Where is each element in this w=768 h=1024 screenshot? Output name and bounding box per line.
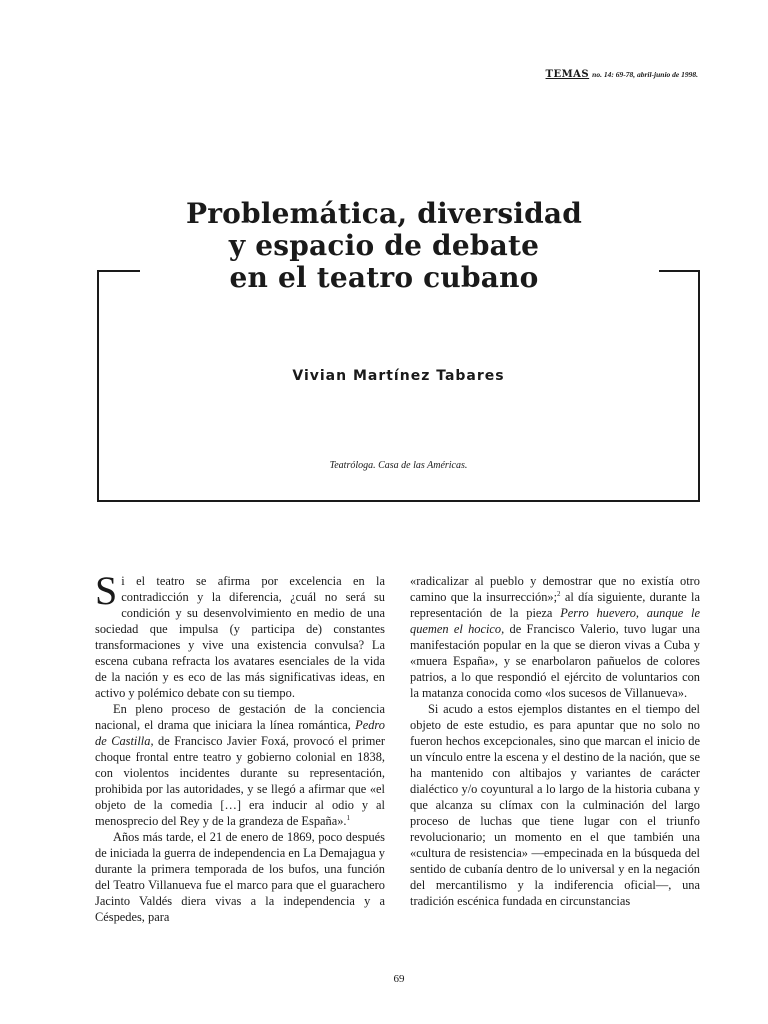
paragraph: Años más tarde, el 21 de enero de 1869, poco después de iniciada la guerra de independencia en La Demajagua y durante la primera temporada de los bufos, una función del Teatro Villanueva fue el marco para que el guarachero Jacinto Valdés diera vivas a la independencia y a Céspedes, para [95, 830, 386, 924]
author-affiliation: Teatróloga. Casa de las Américas. [329, 460, 468, 471]
paragraph-text: de Francisco Javier Foxá, provocó el primer choque frontal entre teatro y gobierno colonial en 1838, con violentos incidentes durante su representación, prohibida por las autoridades, y se llegó a afirmar que «el objeto de la comedia […] era inducir al odio y al menosprecio del Rey y de la grandeza de España». [95, 734, 385, 828]
journal-name: TEMAS [545, 69, 590, 80]
title-line-2: y espacio de debate [228, 229, 540, 262]
paragraph-text: i el teatro se afirma por excelencia en la contradicción y la diferencia, ¿cuál no será su condición y su desenvolvimiento en medio de una sociedad que impulsa (y participa de) constantes transformaciones y vive una existencia convulsa? La escena cubana refracta los avatares esenciales de la vida de la nación y es eco de las más significativas ideas, en activo y polémico debate con su tiempo. [95, 574, 385, 700]
footnote-ref[interactable]: 2 [557, 589, 561, 598]
paragraph [95, 701, 385, 829]
author-name: Vivian Martínez Tabares [292, 368, 505, 384]
title-line-1: Problemática, diversidad [185, 197, 583, 230]
paragraph: Si acudo a estos ejemplos distantes en el tiempo del objeto de este estudio, es para apuntar que no solo no fueron hechos excepcionales, sino que marcan el inicio de un vínculo entre la escena y el destino de la nación, que se ha mantenido con altibajos y variantes de carácter dialéctico y/o coyuntural a lo largo de la historia cubana y que alcanza su clímax con la culminación del largo proceso de luchas que tiene lugar con el triunfo revolucionario; un momento en el que también una «cultura de resistencia» —empecinada en la búsqueda del sentido de cubanía dentro de lo universal y en la negación del mercantilismo y la indiferencia oficial—, una tradición escénica fundada en circunstancias [410, 702, 700, 908]
body-column-left [95, 568, 386, 925]
drop-cap: S [95, 568, 118, 613]
work-title: Pedro de Castilla, [95, 718, 385, 748]
body-column-right [410, 573, 700, 909]
paragraph-text: En pleno proceso de gestación de la conciencia nacional, el drama que iniciara la línea romántica, [95, 702, 385, 732]
work-title: Perro huevero, aunque le quemen el hocico, [410, 606, 701, 636]
issue-info: no. 14: 69-78, abril-junio de 1998. [592, 70, 698, 79]
title-line-3: en el teatro cubano [229, 261, 539, 294]
frame-top-right-rule [659, 270, 700, 272]
paragraph-text: al día siguiente, durante la representación de la pieza [410, 590, 700, 620]
footnote-ref[interactable]: 1 [346, 813, 350, 822]
journal-reference [546, 69, 698, 80]
frame-top-left-rule [97, 270, 140, 272]
paragraph-text: «radicalizar al pueblo y demostrar que no existía otro camino que la insurrección»; [410, 574, 700, 604]
paragraph [95, 568, 385, 701]
page-number: 69 [393, 973, 405, 985]
paragraph [410, 573, 700, 701]
paragraph-text: de Francisco Valerio, tuvo lugar una manifestación popular en la que se dieron vivas a Cuba y «muera España», y se enarbolaron pañuelos de colores patrios, a lo que respondió el ejército de voluntarios con la matanza conocida como «los sucesos de Villanueva». [410, 622, 701, 700]
